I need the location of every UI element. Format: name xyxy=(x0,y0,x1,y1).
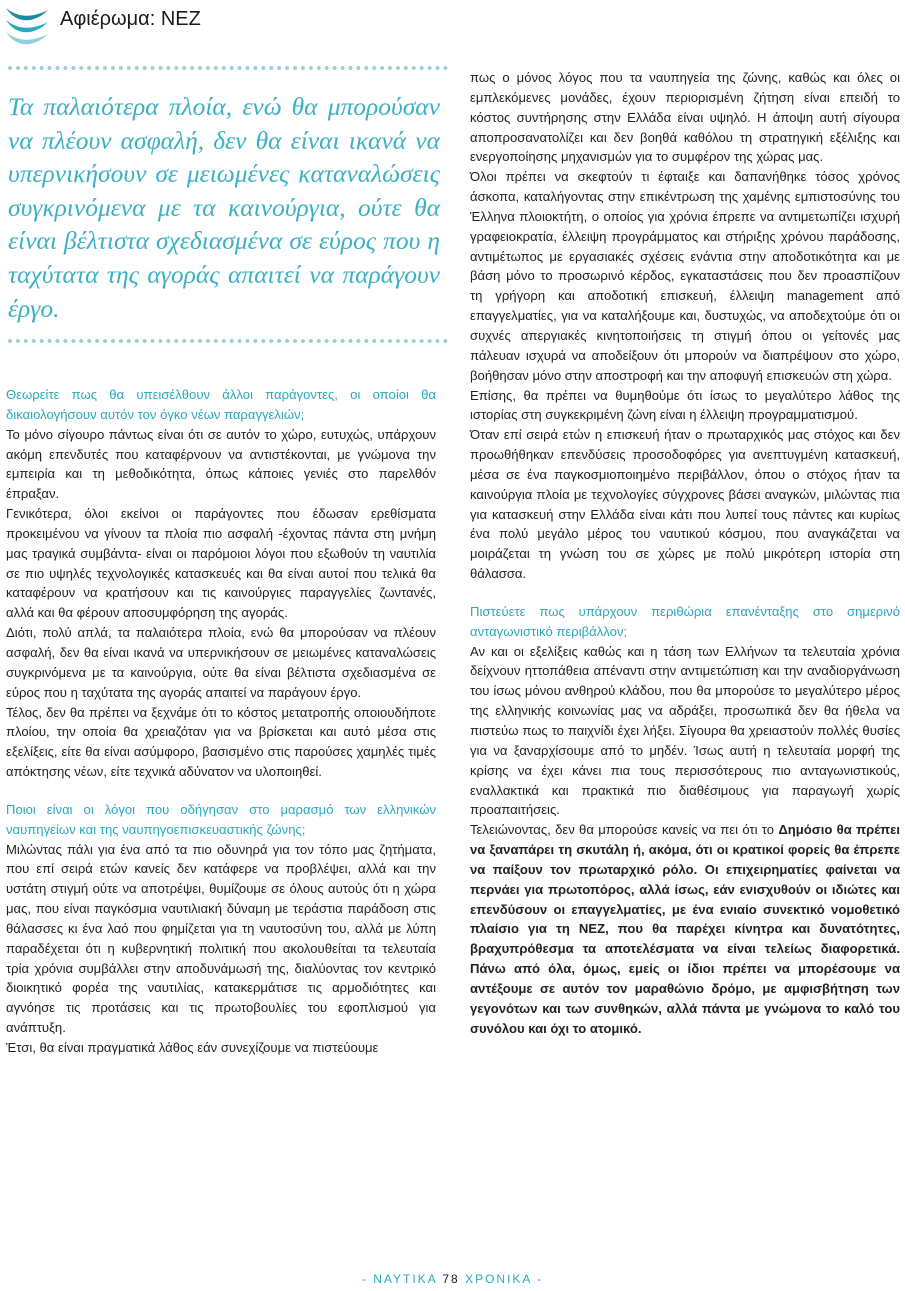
section-title: Αφιέρωμα: ΝΕΖ xyxy=(60,8,201,30)
interview-question-1: Θεωρείτε πως θα υπεισέλθουν άλλοι παράγοντες, οι οποίοι θα δικαιολογήσουν αυτόν τον όγκο νέων παραγγελιών; xyxy=(6,387,436,422)
paragraph: Τέλος, δεν θα πρέπει να ξεχνάμε ότι το κόστος μετατροπής οποιουδήποτε πλοίου, την οποία θα χρειαζόταν για να βρίσκεται και αυτό μέσα στις εξελίξεις, είτε θα είναι ασύμφορο, βασισμένο στις παρούσες χαμηλές τιμές απόκτησης νέων, είτε τεχνικά αδύνατον να υλοποιηθεί. xyxy=(6,704,436,780)
interview-question-3: Πιστεύετε πως υπάρχουν περιθώρια επανένταξης στο σημερινό ανταγωνιστικό περιβάλλον; xyxy=(470,603,900,639)
paragraph: Όλοι πρέπει να σκεφτούν τι έφταιξε και δαπανήθηκε τόσος χρόνος άσκοπα, καταλήγοντας στην επικέντρωση της χαμένης εμπιστοσύνης του Έλληνα πλοιοκτήτη, ο οποίος για χρόνια έπρεπε να αντιμετωπίζει ισχυρή γραφειοκρατία, έλλειψη προγράμματος και στήριξης χρόνου παράδοσης, αντιμέτωπος με εργασιακές σχέσεις ενάντια στην αποδοτικότητα και με βάση μόνο το προσωρινό κέρδος, εγκαταστάσεις που δεν προασπίζουν τη γρήγορη και αποδοτική επισκευή, έλλειψη management από επαγγελματίες, για να καταλήξουμε και, δυστυχώς, να αποδεχτούμε ότι οι συχνές απεργιακές κινητοποιήσεις τη στιγμή όπου οι γείτονές μας πάλευαν ισχυρά να αποδείξουν ότι μπορούν να διαπρέψουν στο χώρο, βοήθησαν μόνο στην αποστροφή και την αποφυγή επισκευών στη χώρα. xyxy=(470,169,900,383)
dotted-divider-top xyxy=(8,66,448,76)
paragraph: Γενικότερα, όλοι εκείνοι οι παράγοντες που έδωσαν ερεθίσματα προκειμένου να γίνουν τα πλοία πιο ασφαλή -έχοντας πάντα στη μνήμη μας τραγικά συμβάντα- είναι οι παρόμοιοι λόγοι που εξωθούν τη ναυτιλία σε πιο υψηλές τεχνολογικές κατασκευές και θα είναι αυτοί που τελικά θα καταφέρουν να κρατήσουν και τις καινούργιες παραγγελίες ζωντανές, αλλά και θα φέρουν αποσυμφόρηση της αγοράς. xyxy=(6,506,436,621)
closing-plain-text: Τελειώνοντας, δεν θα μπορούσε κανείς να πει ότι το xyxy=(470,822,779,838)
paragraph: Αν και οι εξελίξεις καθώς και η τάση των Ελλήνων τα τελευταία χρόνια δείχνουν ηττοπάθεια απέναντι στην αντιμετώπιση και την αναδιοργάνωση του ίσως μόνου ανθηρού κλάδου, που θα μπορούσε το μεγαλύτερο μέρος της ελληνικής κοινωνίας μας να αδράξει, προσωπικά δεν θα ήθελα να πιστεύω πως το παιχνίδι έχει λήξει. Σίγουρα θα χρειαστούν πολλές θυσίες για να ξαναρχίσουμε από το μηδέν. Ίσως αυτή η τελευταία μορφή της κρίσης να έχει κάνει πια τους περισσότερους πιο ανταγωνιστικούς, εναλλακτικά και πρακτικά πιο διαθέσιμους για παραγωγή χωρίς προαπαιτήσεις. xyxy=(470,643,900,818)
paragraph: Το μόνο σίγουρο πάντως είναι ότι σε αυτόν το χώρο, ευτυχώς, υπάρχουν ακόμη επενδυτές που καταφέρνουν να αντιστέκονται, με γνώμονα την εμπειρία και τη μεθοδικότητα, όπως κάποιες γενιές στο παρελθόν έπραξαν. xyxy=(6,426,436,502)
page-number: 78 xyxy=(442,1272,460,1286)
paragraph: Μιλώντας πάλι για ένα από τα πιο οδυνηρά για τον τόπο μας ζητήματα, που επί σειρά ετών κανείς δεν κατάφερε να προβλέψει, αλλά και την υστάτη στιγμή ούτε να αποτρέψει, θυμίζουμε σε όλους αυτούς ότι η χώρα μας, που είναι παγκόσμια ναυτιλιακή δύναμη με τεράστια παράδοση στις θάλασσες κι ένα λαό που φημίζεται για τη ναυτοσύνη του, αλλά με λύπη παραδέχεται ότι η κυβερνητική πολιτική που ακολουθείται τα τελευταία τρία χρόνια συμβάλλει στην αποδυνάμωσή της, διαλύοντας τον κεντρικό διοικητικό φορέα της ναυτιλίας, κατακερμάτισε τις αρμοδιότητες και αγνόησε τις προτάσεις και τις πρωτοβουλίες του εφοπλισμού για ανάπτυξη. xyxy=(6,841,436,1036)
interview-question-2: Ποιοι είναι οι λόγοι που οδήγησαν στο μαρασμό των ελληνικών ναυπηγείων και της ναυπηγοεπισκευαστικής ζώνης; xyxy=(6,801,436,837)
right-column xyxy=(470,68,900,1039)
dotted-divider-bottom xyxy=(8,339,448,349)
wave-logo-icon xyxy=(2,2,52,48)
footer-magazine-left: - ΝΑΥΤΙΚΑ xyxy=(361,1272,443,1286)
pull-quote: Τα παλαιότερα πλοία, ενώ θα μπορούσαν να πλέουν ασφαλή, δεν θα είναι ικανά να υπερνικήσουν σε μειωμένες καταναλώσεις συγκρινόμενα με τα καινούργια, ούτε θα είναι βέλτιστα σχεδιασμένα σε εύρος που η ταχύτατα της αγοράς απαιτεί να παράγουν έργο. xyxy=(8,92,440,323)
paragraph: Διότι, πολύ απλά, τα παλαιότερα πλοία, ενώ θα μπορούσαν να πλέουν ασφαλή, δεν θα είναι ικανά να υπερνικήσουν σε μειωμένες καταναλώσεις συγκρινόμενα με τα καινούργια, ούτε θα είναι βέλτιστα σχεδιασμένα σε εύρος που η ταχύτατα της αγοράς απαιτεί να παράγουν έργο. xyxy=(6,625,436,700)
page-footer xyxy=(0,1272,905,1286)
closing-bold-text: Δημόσιο θα πρέπει να ξαναπάρει τη σκυτάλη ή, ακόμα, ότι οι κρατικοί φορείς θα έπρεπε να παίξουν τον πρωταρχικό ρόλο. Οι επιχειρηματίες φαίνεται να περνάει για πρωτοπόρος, αλλά ίσως, εάν ενισχυθούν οι ιδιώτες και επενδύσουν οι επαγγελματίες, με ένα ενιαίο συνεκτικό νομοθετικό πλαίσιο για τη ΝΕΖ, που θα παρέχει κίνητρα και δυνατότητες, βραχυπρόθεσμα τα αποτελέσματα να είναι τελείως διαφορετικά. Πάνω από όλα, όμως, εμείς οι ίδιοι πρέπει να μπορέσουμε να αντέξουμε σε αυτόν τον μαραθώνιο δρόμο, με αμφισβήτηση των γεγονότων και των συνθηκών, αλλά πάντα με γνώμονα το καλό του συνόλου και όχι το ατομικό. xyxy=(470,822,900,1036)
paragraph: Όταν επί σειρά ετών η επισκευή ήταν ο πρωταρχικός μας στόχος και δεν προωθήθηκαν επενδύσεις προσοδοφόρες για ανεπτυγμένη κατασκευή, μέσα σε ένα παγκοσμιοποιημένο περιβάλλον, όπου ο στόχος ήταν τα καινούργια πλοία με τεχνολογίες σύγχρονες βάσει αναγκών, μιλώντας πια για κατασκευή στην Ελλάδα είναι κάτι που λυπεί τους πάντες και κυρίως ένα πολύ μεγάλο μέρος του ναυτικού κόσμου, που αναγκάζεται να μοιράζεται τη γνώση του σε χώρες με πολύ μικρότερη ιστορία στη θάλασσα. xyxy=(470,427,900,582)
paragraph: Έτσι, θα είναι πραγματικά λάθος εάν συνεχίζουμε να πιστεύουμε xyxy=(6,1040,379,1055)
paragraph: πως ο μόνος λόγος που τα ναυπηγεία της ζώνης, καθώς και όλες οι εμπλεκόμενες μονάδες, έχουν περιορισμένη ζήτηση είναι επειδή το κόστος συντήρησης στην Ελλάδα είναι υψηλό. Η άποψη αυτή σίγουρα αποπροσανατολίζει και δεν βοηθά καθόλου τη στρατηγική εξέλιξης και ενεργοποίησης μηχανισμών για το συμφέρον της χώρας μας. xyxy=(470,70,900,165)
section-header xyxy=(0,0,440,60)
left-column xyxy=(6,385,436,1058)
paragraph: Επίσης, θα πρέπει να θυμηθούμε ότι ίσως το μεγαλύτερο λάθος της ιστορίας στη συγκεκριμένη ζώνη είναι η έλλειψη προγραμματισμού. xyxy=(470,387,900,423)
closing-paragraph xyxy=(470,820,900,1038)
footer-magazine-right: ΧΡΟΝΙΚΑ - xyxy=(459,1272,544,1286)
